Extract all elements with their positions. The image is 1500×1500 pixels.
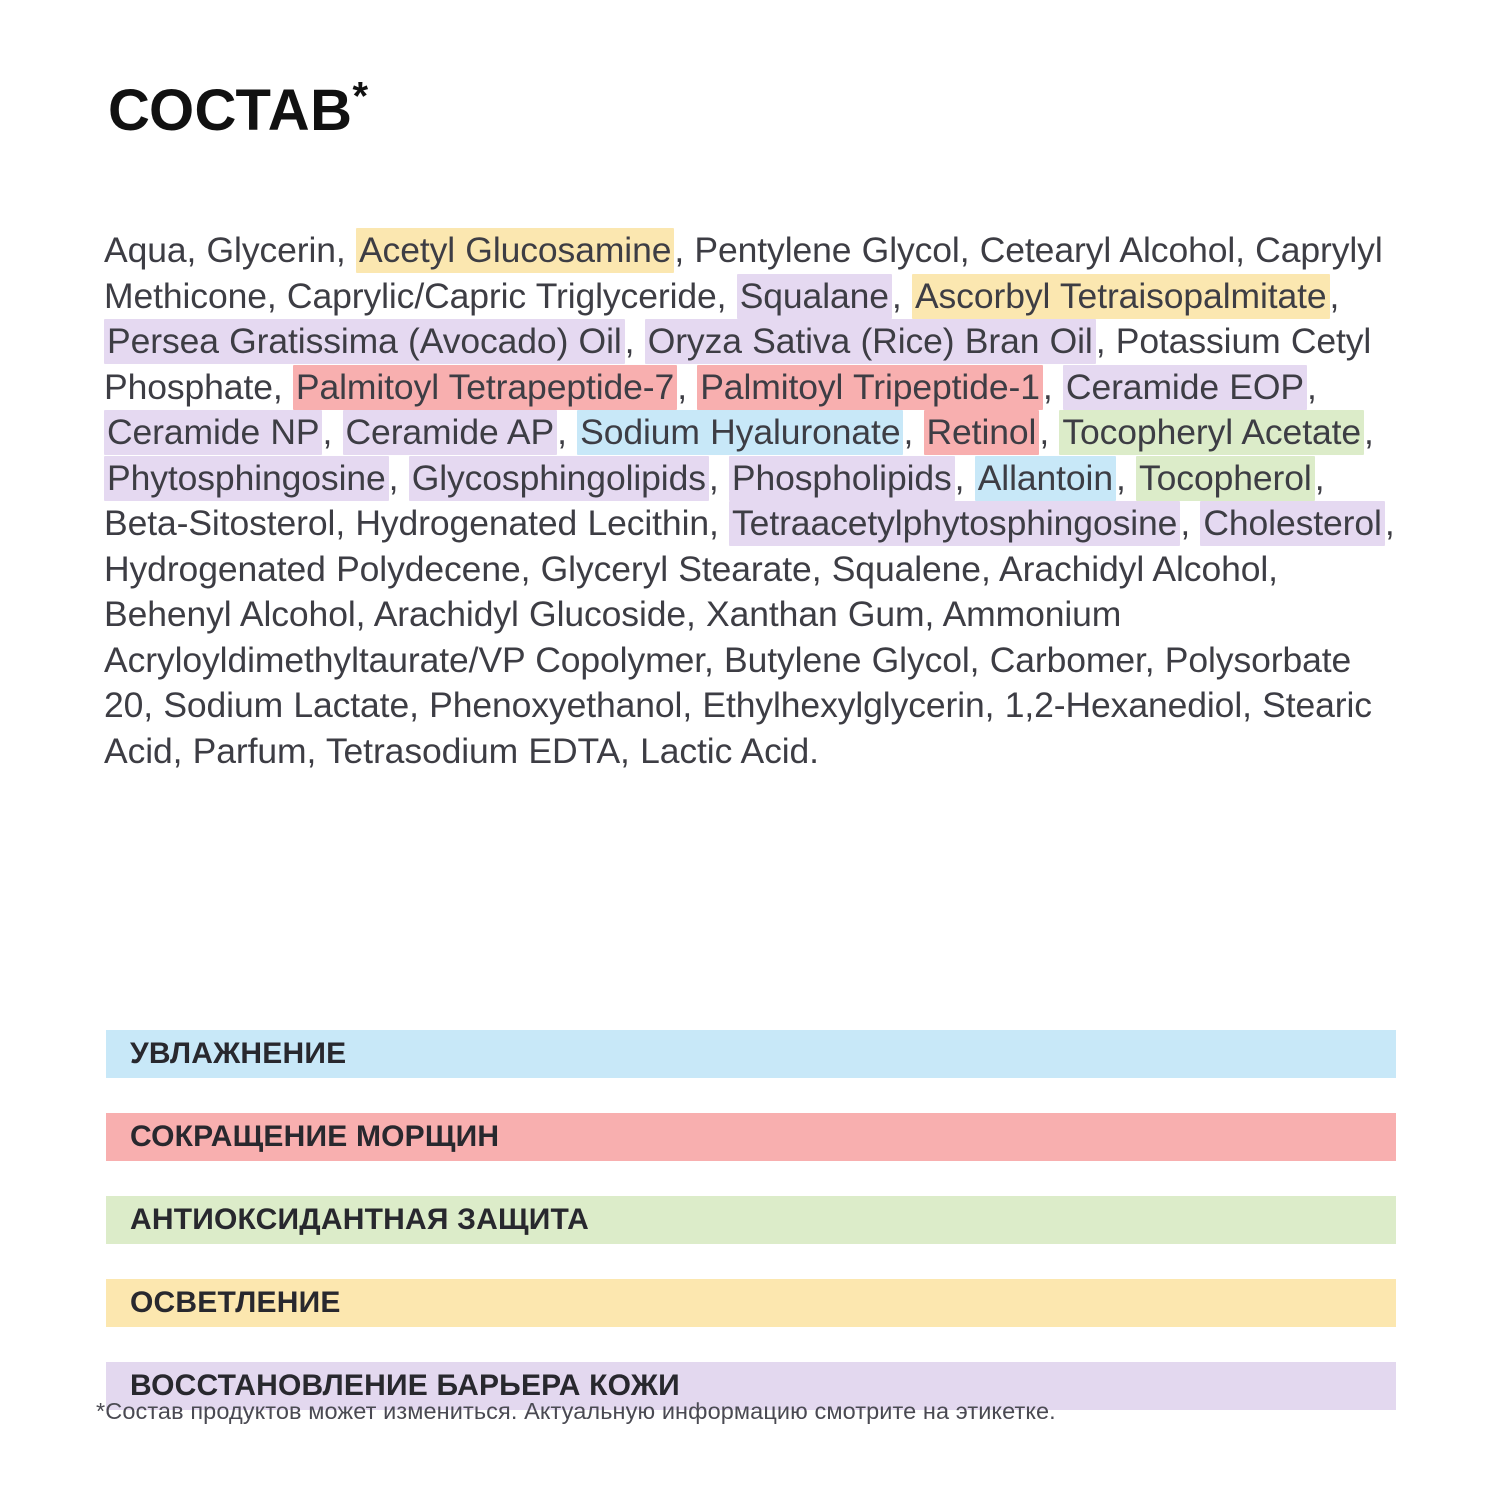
ingredient-highlight-purple: Persea Gratissima (Avocado) Oil [104,319,625,364]
ingredient-text: , [322,412,343,452]
ingredient-highlight-purple: Cholesterol [1200,501,1384,546]
ingredient-text: , [624,321,645,361]
legend-label: ОСВЕТЛЕНИЕ [130,1286,341,1319]
legend-row-pink [106,1113,1396,1161]
legend-label: СОКРАЩЕНИЕ МОРЩИН [130,1120,500,1153]
ingredient-text: , [1364,412,1374,452]
legend-row-green [106,1196,1396,1244]
legend-row-yellow [106,1279,1396,1327]
ingredient-highlight-purple: Ceramide AP [343,410,558,455]
legend-label: АНТИОКСИДАНТНАЯ ЗАЩИТА [130,1203,590,1236]
ingredient-text: , Beta-Sitosterol, Hydrogenated Lecithin, [104,457,1325,543]
ingredient-highlight-green: Tocopheryl Acetate [1059,410,1364,455]
ingredient-highlight-purple: Glycosphingolipids [409,456,709,501]
ingredient-text: Aqua, Glycerin, [104,230,356,270]
legend-label: УВЛАЖНЕНИЕ [130,1037,347,1070]
ingredient-highlight-blue: Sodium Hyaluronate [577,410,903,455]
ingredient-highlight-purple: Tetraacetylphytosphingosine [729,501,1180,546]
ingredient-text: , [954,457,975,498]
ingredient-text: , [891,275,912,316]
ingredient-text: , [1042,366,1063,407]
ingredient-highlight-purple: Phospholipids [729,456,955,501]
ingredient-highlight-purple: Squalane [737,274,892,319]
ingredient-highlight-purple: Phytosphingosine [104,456,389,501]
legend-label: ВОССТАНОВЛЕНИЕ БАРЬЕРА КОЖИ [130,1369,680,1402]
ingredient-text: , Pentylene Glycol, Cetearyl Alcohol, Caprylyl Methicone, Caprylic/Capric Triglyceride, [104,230,1383,316]
ingredient-text: , [557,412,578,452]
page-title [108,74,369,143]
ingredient-highlight-green: Tocopherol [1136,456,1315,501]
ingredient-text: , [1180,503,1201,543]
ingredient-highlight-yellow: Acetyl Glucosamine [356,228,674,273]
ingredients-list [104,228,1399,774]
page-title-text: СОСТАВ [108,78,353,143]
ingredient-text: , [1115,457,1137,498]
ingredient-highlight-pink: Palmitoyl Tripeptide-1 [697,365,1043,410]
ingredient-highlight-purple: Ceramide EOP [1063,365,1307,410]
ingredient-text: , Hydrogenated Polydecene, Glyceryl Stearate, Squalene, Arachidyl Alcohol, Behenyl Alcohol, Arachidyl Glucoside, Xanthan Gum, Ammonium Acryloyldimethyltaurate/VP Copolymer, Butylene Glycol, Carbomer, Polysorbate 20, Sodium Lactate, Phenoxyethanol, Ethylhexylglycerin, 1,2-Hexanediol, Stearic Acid, Parfum, Tetrasodium EDTA, Lactic Acid. [104,503,1395,771]
ingredient-highlight-yellow: Ascorbyl Tetraisopalmitate [912,274,1330,319]
legend-list [106,1030,1396,1410]
ingredient-text: , [708,457,729,498]
ingredient-text: , [388,457,409,498]
legend-row-blue [106,1030,1396,1078]
ingredient-text: , [1329,275,1340,316]
ingredient-text: , Potassium Cetyl Phosphate, [104,321,1372,407]
ingredient-text: , [677,366,698,407]
footnote: *Состав продуктов может измениться. Актуальную информацию смотрите на этикетке. [96,1398,1056,1424]
ingredient-highlight-blue: Allantoin [975,456,1116,501]
ingredient-text: , [903,412,924,452]
ingredient-text: , [1306,366,1317,407]
ingredient-text: , [1039,412,1060,452]
ingredient-highlight-pink: Retinol [924,410,1040,455]
ingredient-highlight-purple: Oryza Sativa (Rice) Bran Oil [645,319,1096,364]
ingredient-highlight-pink: Palmitoyl Tetrapeptide-7 [293,365,677,410]
page-title-asterisk: * [352,74,369,119]
ingredient-highlight-purple: Ceramide NP [104,410,322,455]
